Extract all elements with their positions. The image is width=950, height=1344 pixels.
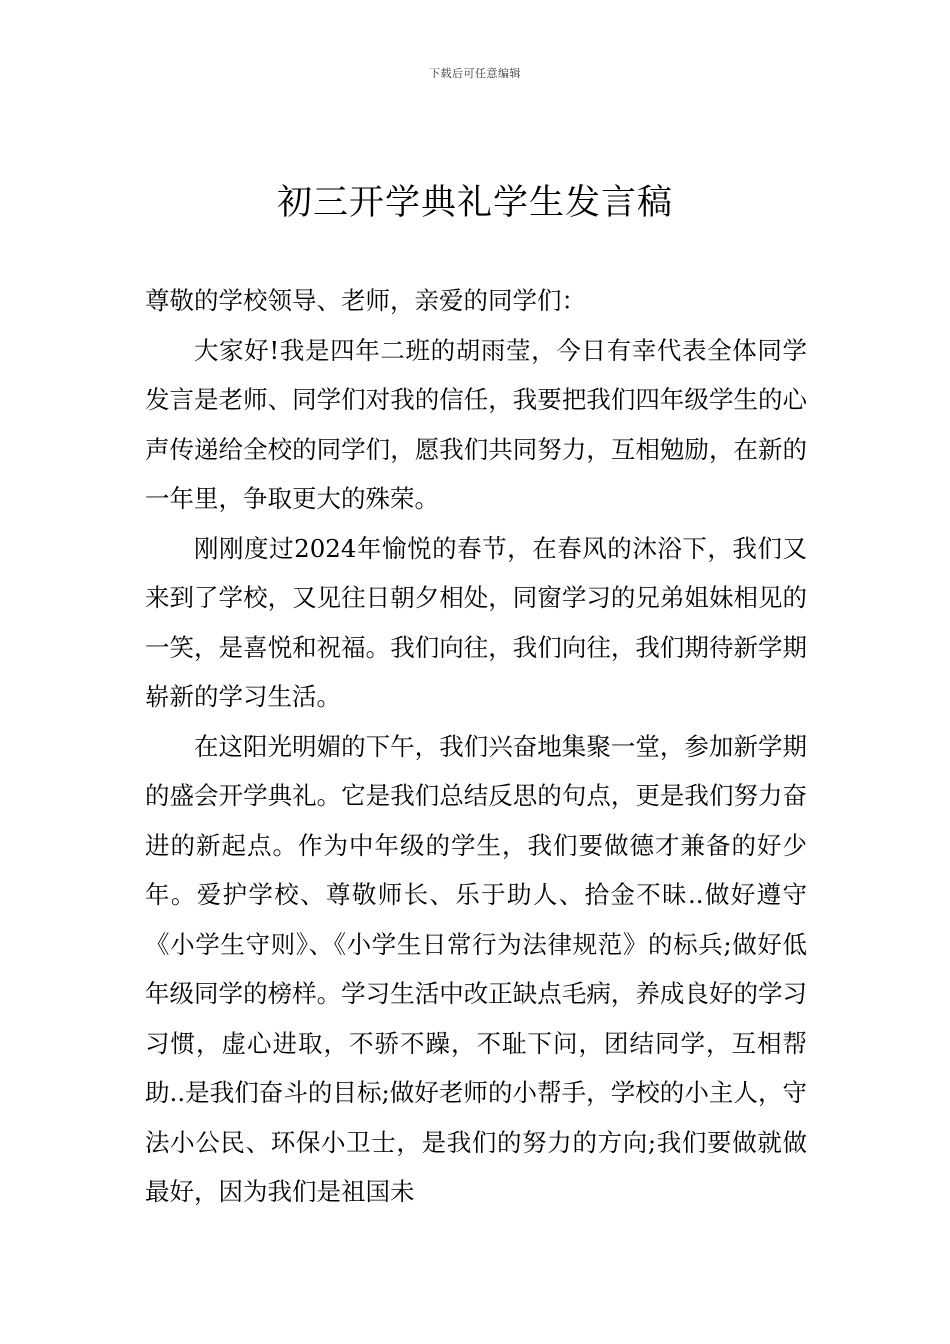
paragraph-opening-ceremony: 在这阳光明媚的下午，我们兴奋地集聚一堂，参加新学期的盛会开学典礼。它是我们总结反思的句点，更是我们努力奋进的新起点。作为中年级的学生，我们要做德才兼备的好少年。爱护学校、尊敬师长、乐于助人、拾金不昧..做好遵守《小学生守则》、《小学生日常行为法律规范》的标兵;做好低年级同学的榜样。学习生活中改正缺点毛病，养成良好的学习习惯，虚心进取，不骄不躁，不耻下问，团结同学，互相帮助..是我们奋斗的目标;做好老师的小帮手，学校的小主人，守法小公民、环保小卫士，是我们的努力的方向;我们要做就做最好，因为我们是祖国未	[145, 731, 807, 1206]
document-title: 初三开学典礼学生发言稿	[276, 183, 673, 223]
page-header-note: 下载后可任意编辑	[429, 67, 521, 80]
paragraph-spring-festival: 刚刚度过2024年愉悦的春节，在春风的沐浴下，我们又来到了学校，又见往日朝夕相处，同窗学习的兄弟姐妹相见的一笑，是喜悦和祝福。我们向往，我们向往，我们期待新学期崭新的学习生活。	[145, 533, 807, 711]
document-body	[145, 276, 807, 1217]
paragraph-greeting: 大家好!我是四年二班的胡雨莹，今日有幸代表全体同学发言是老师、同学们对我的信任，我要把我们四年级学生的心声传递给全校的同学们，愿我们共同努力，互相勉励，在新的一年里，争取更大的殊荣。	[145, 335, 807, 513]
salutation: 尊敬的学校领导、老师，亲爱的同学们：	[145, 286, 586, 315]
